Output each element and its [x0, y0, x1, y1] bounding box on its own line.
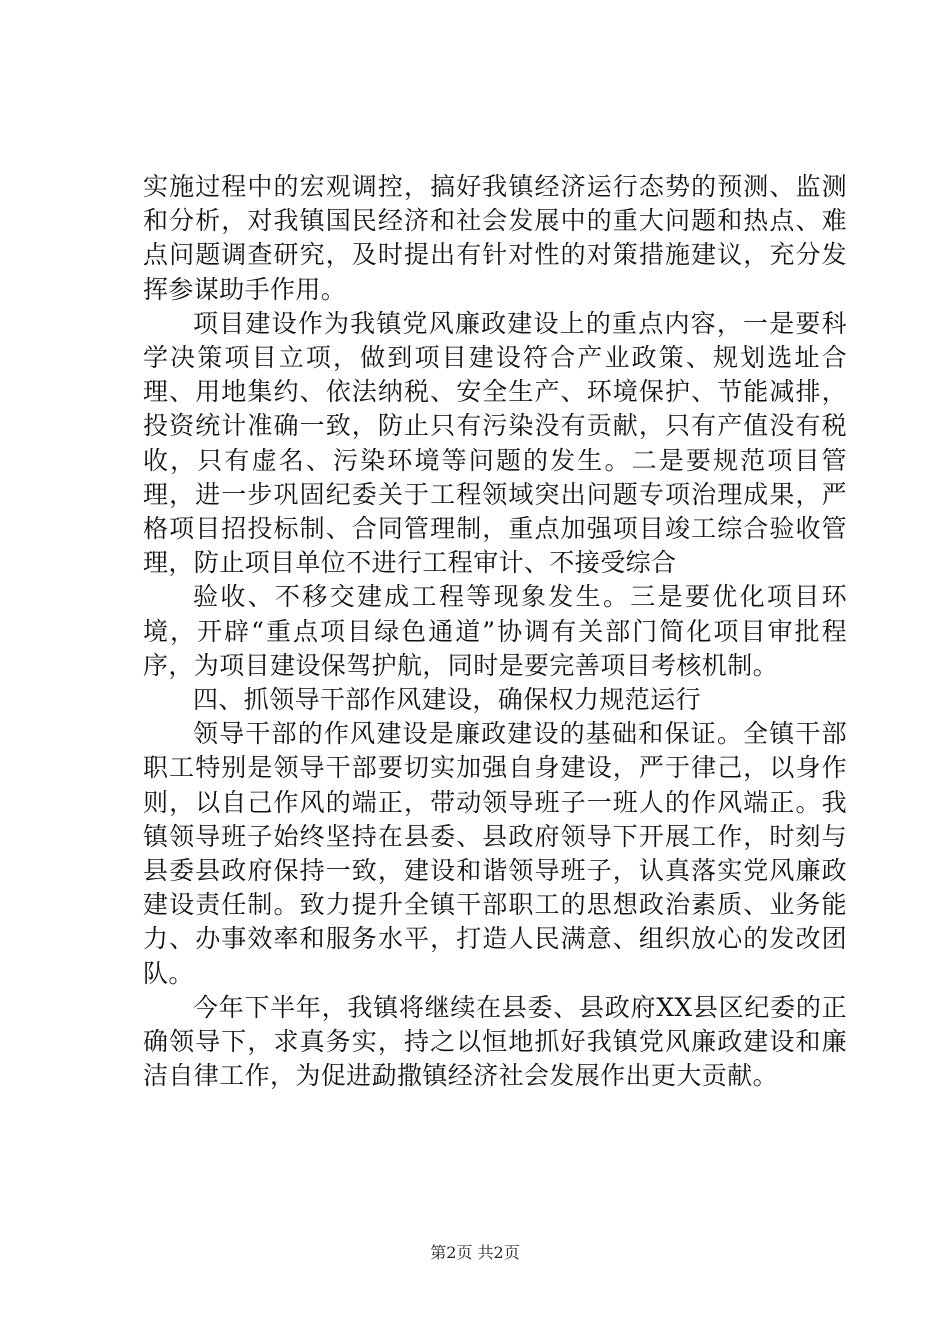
paragraph-second-half-year: 今年下半年，我镇将继续在县委、县政府XX县区纪委的正确领导下，求真务实，持之以恒地抓好我镇党风廉政建设和廉洁自律工作，为促进勐撒镇经济社会发展作出更大贡献。: [143, 992, 847, 1091]
paragraph-macro-control: 实施过程中的宏观调控，搞好我镇经济运行态势的预测、监测和分析，对我镇国民经济和社会发展中的重大问题和热点、难点问题调查研究，及时提出有针对性的对策措施建议，充分发挥参谋助手作用。: [143, 172, 847, 304]
document-body: [143, 170, 847, 1093]
page-footer: [0, 1243, 950, 1263]
paragraph-project-construction: 项目建设作为我镇党风廉政建设上的重点内容，一是要科学决策项目立项，做到项目建设符合产业政策、规划选址合理、用地集约、依法纳税、安全生产、环境保护、节能减排，投资统计准确一致，防止只有污染没有贡献，只有产值没有税收，只有虚名、污染环境等问题的发生。二是要规范项目管理，进一步巩固纪委关于工程领域突出问题专项治理成果，严格项目招投标制、合同管理制，重点加强项目竣工综合验收管理，防止项目单位不进行工程审计、不接受综合: [143, 308, 847, 578]
section-heading-leadership-style: 四、抓领导干部作风建设，确保权力规范运行: [193, 685, 702, 715]
paragraph-project-acceptance: 验收、不移交建成工程等现象发生。三是要优化项目环境，开辟“重点项目绿色通道”协调有关部门简化项目审批程序，为项目建设保驾护航，同时是要完善项目考核机制。: [143, 582, 847, 680]
page-number: 第2页: [430, 1243, 473, 1262]
paragraph-leadership-style: 领导干部的作风建设是廉政建设的基础和保证。全镇干部职工特别是领导干部要切实加强自身建设，严于律己，以身作则，以自己作风的端正，带动领导班子一班人的作风端正。我镇领导班子始终坚持在县委、县政府领导下开展工作，时刻与县委县政府保持一致，建设和谐领导班子，认真落实党风廉政建设责任制。致力提升全镇干部职工的思想政治素质、业务能力、办事效率和服务水平，打造人民满意、组织放心的发改团队。: [143, 719, 847, 988]
page-total: 共2页: [477, 1243, 520, 1262]
